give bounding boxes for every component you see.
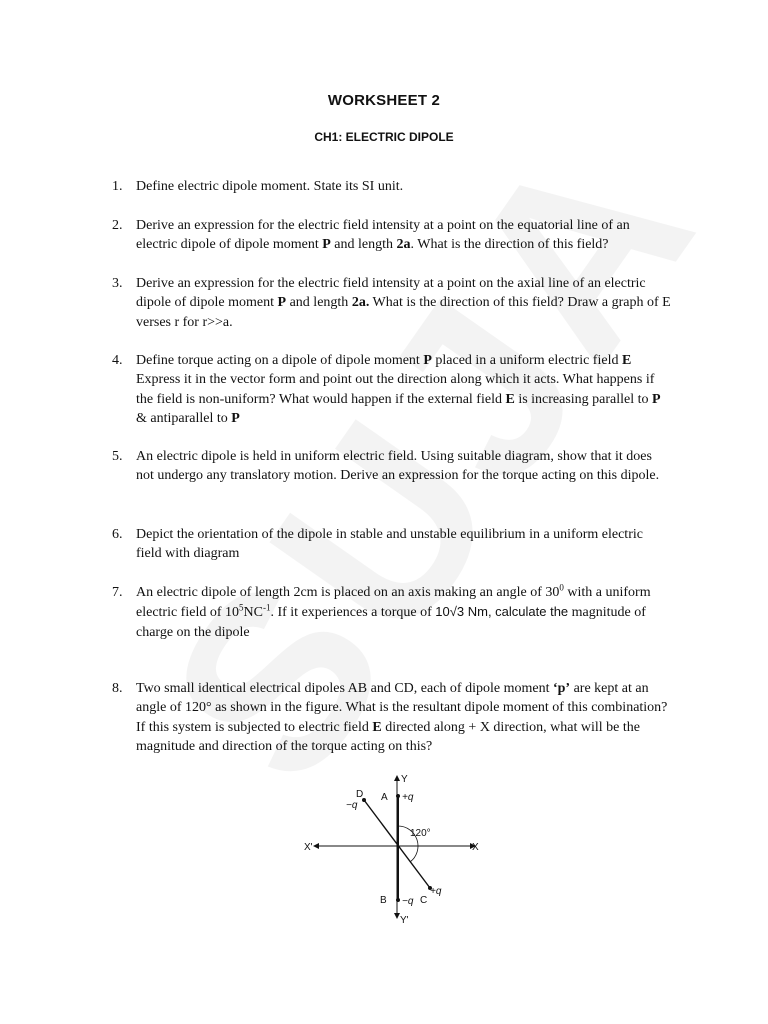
label-y: Y	[401, 774, 408, 785]
question-text: Derive an expression for the electric field intensity at a point on the axial line of an electric dipole of dipole moment P and length 2a. What is the direction of this field? Draw a graph of E verses r for r>>a.	[136, 276, 671, 330]
chapter-heading: CH1: ELECTRIC DIPOLE	[314, 130, 454, 144]
charge-label-d: −q	[346, 800, 358, 811]
worksheet-title: WORKSHEET 2	[327, 92, 441, 109]
label-x-neg: X'	[304, 842, 313, 853]
question-text: An electric dipole is held in uniform electric field. Using suitable diagram, show that it does not undergo any translatory motion. Derive an expression for the torque acting on this dipole.	[136, 449, 660, 484]
question-3	[112, 274, 672, 332]
question-number: 8.	[112, 681, 123, 696]
label-d: D	[356, 789, 364, 800]
question-7	[112, 583, 672, 642]
question-text: Two small identical electrical dipoles AB and CD, each of dipole moment ‘p’ are kept at an angle of 120° as shown in the figure. What is the resultant dipole moment of this combination? If this system is subjected to electric field E directed along + X direction, what will be the magnitude and direction of the torque acting on this?	[136, 681, 668, 754]
label-c: C	[420, 895, 428, 906]
label-x: X	[472, 842, 479, 853]
question-text: An electric dipole of length 2cm is placed on an axis making an angle of $30^0$ with a uniform electric field of $10^5NC^{-1}$. If it experiences a torque of 10√3 Nm, calculate the magnitude of charge on the dipole	[136, 582, 651, 640]
question-number: 6.	[112, 527, 123, 542]
question-text: Define torque acting on a dipole of dipole moment P placed in a uniform electric field E Express it in the vector form and point out the direction along which it acts. What happens if the field is non-uniform? What would happen if the external field E is increasing parallel to P & antiparallel to P	[136, 353, 661, 426]
question-text: Derive an expression for the electric field intensity at a point on the equatorial line of an electric dipole of dipole moment P and length 2a. What is the direction of this field?	[136, 218, 630, 253]
question-4	[112, 351, 672, 428]
question-5	[112, 447, 672, 486]
question-2	[112, 216, 672, 255]
question-number: 4.	[112, 353, 123, 368]
dipole-diagram	[300, 770, 490, 925]
question-text: Depict the orientation of the dipole in stable and unstable equilibrium in a uniform electric field with diagram	[136, 527, 643, 562]
label-angle: 120°	[410, 828, 431, 839]
question-1	[112, 177, 672, 196]
question-number: 7.	[112, 585, 123, 600]
question-number: 1.	[112, 179, 123, 194]
label-y-neg: Y'	[400, 915, 409, 925]
question-6	[112, 525, 672, 564]
question-number: 2.	[112, 218, 123, 233]
charge-label-a: +q	[402, 792, 414, 803]
question-number: 5.	[112, 449, 123, 464]
charge-label-c: +q	[430, 886, 442, 897]
label-a: A	[381, 792, 388, 803]
charge-a	[396, 794, 400, 798]
charge-label-b: −q	[402, 896, 414, 907]
question-8	[112, 679, 672, 756]
question-text: Define electric dipole moment. State its SI unit.	[136, 179, 404, 194]
question-number: 3.	[112, 276, 123, 291]
charge-b	[396, 898, 400, 902]
label-b: B	[380, 895, 387, 906]
